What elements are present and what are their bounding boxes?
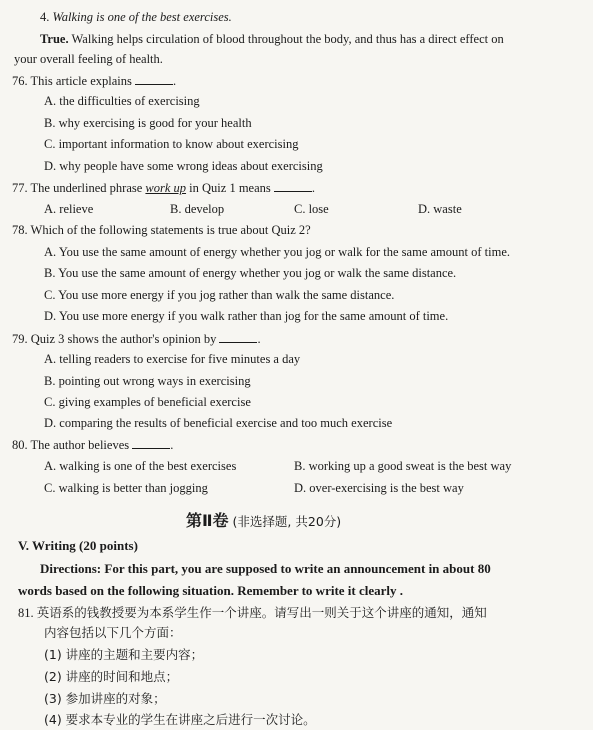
- part2-heading: [186, 511, 341, 532]
- quiz4-answer-text: Walking helps circulation of blood throughout the body, and thus has a direct effect on: [71, 32, 504, 46]
- option-79-d: D. comparing the results of beneficial exercise and too much exercise: [44, 416, 393, 430]
- question-number: 80.: [12, 438, 28, 452]
- stem-end: .: [173, 74, 177, 88]
- option-78-b: B. You use the same amount of energy whether you jog or walk the same distance.: [44, 266, 457, 280]
- option-78-a: A. You use the same amount of energy whether you jog or walk for the same amount of time.: [44, 245, 510, 259]
- question-number: 79.: [12, 332, 28, 346]
- stem-end: .: [170, 438, 174, 452]
- answer-blank: [274, 180, 312, 192]
- question-79-stem: [12, 331, 261, 347]
- directions-text: For this part, you are supposed to write an announcement in about 80: [104, 561, 491, 576]
- quiz4-answer-label: True.: [40, 32, 69, 46]
- stem-end: .: [257, 332, 261, 346]
- option-78-c: C. You use more energy if you jog rather than walk the same distance.: [44, 288, 395, 302]
- question-stem: Quiz 3 shows the author's opinion by: [30, 332, 217, 346]
- option-80-c: C. walking is better than jogging: [44, 481, 208, 495]
- option-77-d: D. waste: [418, 202, 462, 216]
- quiz4-number: 4.: [40, 10, 50, 24]
- option-77-b: B. develop: [170, 202, 225, 216]
- option-79-c: C. giving examples of beneficial exercise: [44, 395, 251, 409]
- question-stem-cont: in Quiz 1 means: [189, 181, 271, 195]
- question-76-stem: [12, 73, 176, 89]
- writing-heading: V. Writing (20 points): [18, 538, 138, 553]
- answer-blank: [135, 73, 173, 85]
- option-80-a: A. walking is one of the best exercises: [44, 459, 237, 473]
- question-stem: The underlined phrase: [30, 181, 143, 195]
- question-stem: This article explains: [30, 74, 132, 88]
- answer-blank: [219, 331, 257, 343]
- question-stem: Which of the following statements is true about Quiz 2?: [30, 223, 311, 237]
- question-78-stem: [12, 223, 311, 238]
- directions-line2: words based on the following situation. Remember to write it clearly .: [18, 583, 404, 598]
- option-76-a: A. the difficulties of exercising: [44, 94, 200, 108]
- option-80-d: D. over-exercising is the best way: [294, 481, 464, 495]
- question-77-stem: [12, 180, 315, 196]
- requirement-4: (4) 要求本专业的学生在讲座之后进行一次讨论。: [44, 712, 316, 727]
- question-81-prompt: 英语系的钱教授要为本系学生作一个讲座。请写出一则关于这个讲座的通知，通知: [36, 605, 487, 620]
- question-stem: The author believes: [30, 438, 130, 452]
- requirement-3: (3) 参加讲座的对象；: [44, 691, 166, 706]
- option-78-d: D. You use more energy if you walk rather than jog for the same amount of time.: [44, 309, 449, 323]
- question-81: [18, 605, 487, 621]
- option-76-d: D. why people have some wrong ideas about exercising: [44, 159, 323, 173]
- option-77-c: C. lose: [294, 202, 329, 216]
- question-number: 77.: [12, 181, 28, 195]
- option-79-a: A. telling readers to exercise for five minutes a day: [44, 352, 301, 366]
- option-77-a: A. relieve: [44, 202, 94, 216]
- question-number: 76.: [12, 74, 28, 88]
- question-number: 78.: [12, 223, 28, 237]
- quiz4-answer-line1: [40, 32, 504, 47]
- directions-label: Directions:: [40, 561, 102, 576]
- option-76-c: C. important information to know about exercising: [44, 137, 299, 151]
- underlined-phrase: work up: [145, 181, 187, 195]
- quiz4-answer-text-cont: your overall feeling of health.: [14, 52, 163, 66]
- part2-subtitle: (非选择题, 共20分): [232, 514, 342, 529]
- option-80-b: B. working up a good sweat is the best way: [294, 459, 512, 473]
- quiz4-statement: Walking is one of the best exercises.: [52, 10, 232, 24]
- question-81-prompt-cont: 内容包括以下几个方面：: [44, 625, 182, 640]
- answer-blank: [132, 437, 170, 449]
- directions-line1: [40, 561, 491, 576]
- quiz4-heading: [40, 10, 232, 25]
- option-79-b: B. pointing out wrong ways in exercising: [44, 374, 251, 388]
- question-number: 81.: [18, 606, 34, 620]
- requirement-2: (2) 讲座的时间和地点；: [44, 669, 179, 684]
- question-80-stem: [12, 437, 173, 453]
- stem-end: .: [311, 181, 316, 195]
- option-76-b: B. why exercising is good for your health: [44, 116, 252, 130]
- requirement-1: (1) 讲座的主题和主要内容；: [44, 647, 204, 662]
- part2-title: 第Ⅱ卷: [186, 511, 229, 530]
